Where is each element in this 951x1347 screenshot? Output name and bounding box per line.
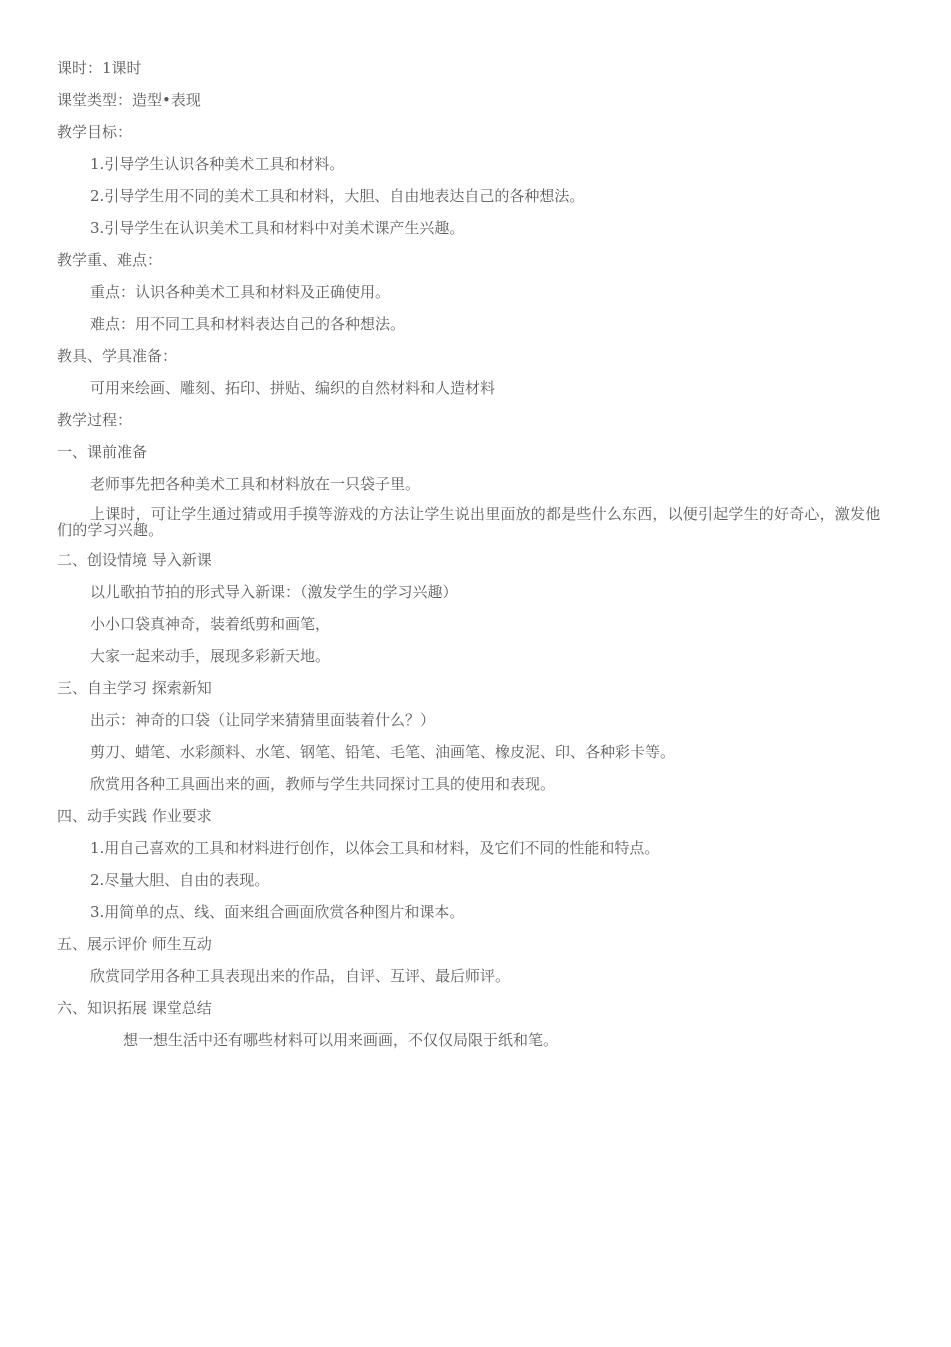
section-heading-materials: 教具、学具准备： — [57, 347, 178, 365]
document-page — [57, 58, 887, 1062]
step-3-text-2: 剪刀、蜡笔、水彩颜料、水笔、钢笔、铅笔、毛笔、油画笔、橡皮泥、印、各种彩卡等。 — [90, 743, 676, 761]
step-3-text-1: 出示：神奇的口袋（让同学来猜猜里面装着什么？） — [90, 711, 436, 729]
objective-1: 1.引导学生认识各种美术工具和材料。 — [90, 155, 345, 173]
objective-3: 3.引导学生在认识美术工具和材料中对美术课产生兴趣。 — [90, 219, 465, 237]
section-heading-objectives: 教学目标： — [57, 123, 133, 141]
section-heading-key-points: 教学重、难点： — [57, 251, 163, 269]
step-3-text-3: 欣赏用各种工具画出来的画，教师与学生共同探讨工具的使用和表现。 — [90, 775, 556, 793]
objective-2: 2.引导学生用不同的美术工具和材料，大胆、自由地表达自己的各种想法。 — [90, 187, 585, 205]
lesson-duration: 课时：1课时 — [57, 59, 142, 77]
step-2-heading: 二、创设情境 导入新课 — [57, 551, 212, 569]
step-2-rhyme-2: 大家一起来动手，展现多彩新天地。 — [90, 647, 331, 665]
section-heading-process: 教学过程： — [57, 411, 133, 429]
step-4-heading: 四、动手实践 作业要求 — [57, 807, 212, 825]
step-4-text-3: 3.用简单的点、线、面来组合画面欣赏各种图片和课本。 — [90, 903, 465, 921]
materials-text: 可用来绘画、雕刻、拓印、拼贴、编织的自然材料和人造材料 — [90, 379, 496, 397]
step-2-rhyme-1: 小小口袋真神奇，装着纸剪和画笔， — [90, 615, 331, 633]
step-4-text-2: 2.尽量大胆、自由的表现。 — [90, 871, 270, 889]
step-1-text-1: 老师事先把各种美术工具和材料放在一只袋子里。 — [90, 475, 421, 493]
difficult-point: 难点：用不同工具和材料表达自己的各种想法。 — [90, 315, 406, 333]
step-2-text-1: 以儿歌拍节拍的形式导入新课：（激发学生的学习兴趣） — [90, 583, 458, 601]
key-point: 重点：认识各种美术工具和材料及正确使用。 — [90, 283, 391, 301]
step-1-text-2: 上课时，可让学生通过猜或用手摸等游戏的方法让学生说出里面放的都是些什么东西，以便引起学生的好奇心，激发他们的学习兴趣。 — [57, 505, 881, 539]
step-5-heading: 五、展示评价 师生互动 — [57, 935, 212, 953]
step-1-heading: 一、课前准备 — [57, 443, 148, 461]
lesson-type: 课堂类型：造型•表现 — [57, 91, 201, 109]
step-6-heading: 六、知识拓展 课堂总结 — [57, 999, 212, 1017]
step-5-text-1: 欣赏同学用各种工具表现出来的作品，自评、互评、最后师评。 — [90, 967, 511, 985]
step-3-heading: 三、自主学习 探索新知 — [57, 679, 212, 697]
step-6-text-1: 想一想生活中还有哪些材料可以用来画画，不仅仅局限于纸和笔。 — [123, 1031, 559, 1049]
step-4-text-1: 1.用自己喜欢的工具和材料进行创作，以体会工具和材料，及它们不同的性能和特点。 — [90, 839, 660, 857]
